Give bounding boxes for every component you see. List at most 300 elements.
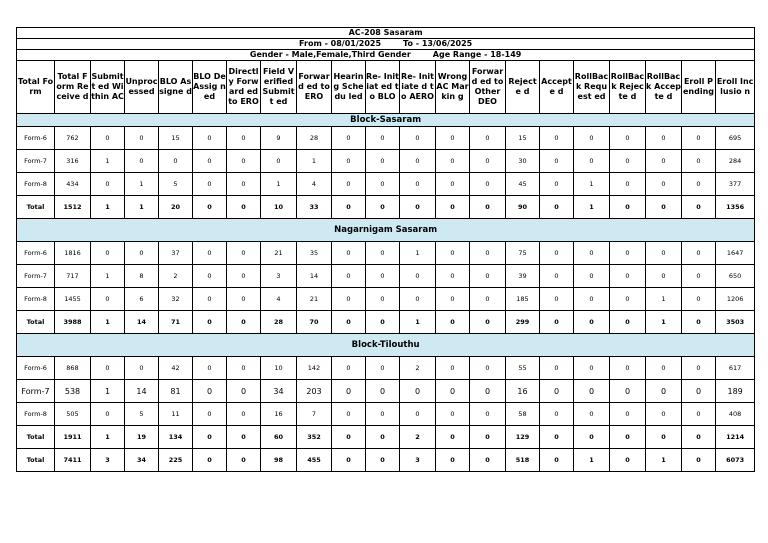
table-cell: 0 <box>646 196 682 219</box>
section-header-row <box>17 114 755 127</box>
table-cell: 1 <box>400 242 436 265</box>
table-cell: 717 <box>55 265 91 288</box>
column-header: Submitt ed Within AC <box>91 61 125 114</box>
table-cell: 0 <box>366 357 400 380</box>
table-cell: 0 <box>610 242 646 265</box>
table-cell: 0 <box>193 403 227 426</box>
table-cell: 1 <box>91 380 125 403</box>
table-cell: 0 <box>332 150 366 173</box>
table-cell: 58 <box>506 403 540 426</box>
table-cell: 377 <box>716 173 755 196</box>
table-cell: 0 <box>227 288 261 311</box>
table-cell: 0 <box>193 380 227 403</box>
table-cell: 14 <box>297 265 332 288</box>
table-cell: 0 <box>682 196 716 219</box>
table-cell: 11 <box>159 403 193 426</box>
table-cell: 55 <box>506 357 540 380</box>
total-row <box>17 311 755 334</box>
table-cell: 505 <box>55 403 91 426</box>
table-cell: 0 <box>400 403 436 426</box>
table-cell: 34 <box>125 449 159 472</box>
table-cell: 0 <box>574 242 610 265</box>
table-cell: 0 <box>470 196 506 219</box>
table-cell: 1356 <box>716 196 755 219</box>
table-cell: 1 <box>574 173 610 196</box>
table-cell: 0 <box>193 288 227 311</box>
filter-line <box>17 50 755 61</box>
table-row <box>17 242 755 265</box>
table-cell: 0 <box>610 288 646 311</box>
table-cell: 1 <box>574 449 610 472</box>
table-row <box>17 150 755 173</box>
table-cell: 0 <box>610 196 646 219</box>
table-cell: 98 <box>261 449 297 472</box>
table-cell: 0 <box>227 357 261 380</box>
table-cell: 0 <box>682 242 716 265</box>
table-cell: 1 <box>574 196 610 219</box>
table-cell: 0 <box>193 150 227 173</box>
table-cell: 0 <box>159 150 193 173</box>
table-cell: 0 <box>332 196 366 219</box>
table-cell: 81 <box>159 380 193 403</box>
table-cell: 0 <box>610 403 646 426</box>
table-cell: 4 <box>297 173 332 196</box>
table-cell: 0 <box>682 449 716 472</box>
table-cell: 0 <box>227 265 261 288</box>
table-cell: Total <box>17 449 55 472</box>
table-cell: 203 <box>297 380 332 403</box>
column-header: Unproc essed <box>125 61 159 114</box>
table-cell: 15 <box>506 127 540 150</box>
table-cell: 0 <box>574 127 610 150</box>
table-cell: 0 <box>436 196 470 219</box>
table-cell: 0 <box>125 242 159 265</box>
table-cell: 0 <box>540 357 574 380</box>
table-cell: 16 <box>506 380 540 403</box>
table-cell: 34 <box>261 380 297 403</box>
table-cell: 0 <box>682 380 716 403</box>
table-cell: 538 <box>55 380 91 403</box>
table-cell: 0 <box>400 288 436 311</box>
table-cell: 0 <box>574 357 610 380</box>
table-cell: 0 <box>682 173 716 196</box>
column-header: Re- Initiate d to AERO <box>400 61 436 114</box>
table-cell: 1 <box>91 311 125 334</box>
table-cell: 1206 <box>716 288 755 311</box>
table-row <box>17 380 755 403</box>
table-cell: 6073 <box>716 449 755 472</box>
table-cell: 0 <box>470 265 506 288</box>
table-cell: 0 <box>436 380 470 403</box>
table-cell: 45 <box>506 173 540 196</box>
table-cell: 185 <box>506 288 540 311</box>
table-cell: 9 <box>261 127 297 150</box>
table-cell: Form-8 <box>17 173 55 196</box>
table-cell: 0 <box>470 449 506 472</box>
table-cell: 0 <box>610 357 646 380</box>
column-header: Directly Forward ed to ERO <box>227 61 261 114</box>
table-cell: 0 <box>540 311 574 334</box>
table-cell: 0 <box>470 242 506 265</box>
table-cell: 0 <box>436 150 470 173</box>
table-cell: 19 <box>125 426 159 449</box>
table-cell: 39 <box>506 265 540 288</box>
table-cell: Total <box>17 426 55 449</box>
table-cell: 0 <box>646 173 682 196</box>
table-cell: 5 <box>159 173 193 196</box>
column-header: Total Form Receive d <box>55 61 91 114</box>
section-title: Nagarnigam Sasaram <box>17 219 755 242</box>
table-cell: 0 <box>436 426 470 449</box>
table-cell: 0 <box>125 357 159 380</box>
table-cell: 0 <box>436 311 470 334</box>
section-title: Block-Sasaram <box>17 114 755 127</box>
table-row <box>17 288 755 311</box>
table-cell: 0 <box>366 127 400 150</box>
table-cell: 0 <box>540 449 574 472</box>
table-cell: 0 <box>332 403 366 426</box>
column-header-row <box>17 61 755 114</box>
table-cell: 1 <box>91 265 125 288</box>
table-cell: 762 <box>55 127 91 150</box>
table-cell: 0 <box>366 242 400 265</box>
table-cell: 0 <box>610 127 646 150</box>
table-cell: 0 <box>193 196 227 219</box>
table-cell: 0 <box>682 403 716 426</box>
table-cell: 0 <box>574 403 610 426</box>
table-cell: 189 <box>716 380 755 403</box>
table-cell: 0 <box>574 288 610 311</box>
table-cell: 7411 <box>55 449 91 472</box>
table-cell: 0 <box>610 426 646 449</box>
table-cell: 0 <box>193 311 227 334</box>
table-cell: 316 <box>55 150 91 173</box>
table-cell: 4 <box>261 288 297 311</box>
table-cell: 0 <box>400 127 436 150</box>
table-cell: 0 <box>366 173 400 196</box>
total-row <box>17 426 755 449</box>
table-cell: 0 <box>366 426 400 449</box>
column-header: Eroll Pending <box>682 61 716 114</box>
report-body <box>17 114 755 472</box>
table-cell: Total <box>17 196 55 219</box>
total-row <box>17 449 755 472</box>
table-cell: 21 <box>297 288 332 311</box>
table-cell: 284 <box>716 150 755 173</box>
table-cell: 0 <box>610 150 646 173</box>
table-cell: 455 <box>297 449 332 472</box>
column-header: RollBac k Rejecte d <box>610 61 646 114</box>
table-cell: 0 <box>436 357 470 380</box>
table-cell: 70 <box>297 311 332 334</box>
table-cell: 0 <box>91 403 125 426</box>
table-cell: 225 <box>159 449 193 472</box>
table-cell: 0 <box>366 449 400 472</box>
table-cell: 1647 <box>716 242 755 265</box>
table-cell: 299 <box>506 311 540 334</box>
table-cell: 695 <box>716 127 755 150</box>
table-cell: 0 <box>470 426 506 449</box>
report-table <box>16 27 755 472</box>
table-cell: 1911 <box>55 426 91 449</box>
table-cell: 0 <box>366 380 400 403</box>
table-cell: 1 <box>91 150 125 173</box>
table-cell: 1 <box>125 196 159 219</box>
table-cell: 0 <box>227 426 261 449</box>
table-cell: 0 <box>540 196 574 219</box>
table-cell: 0 <box>574 311 610 334</box>
table-cell: 0 <box>193 357 227 380</box>
table-row <box>17 173 755 196</box>
table-cell: 0 <box>400 150 436 173</box>
table-cell: 3 <box>261 265 297 288</box>
table-cell: 0 <box>470 357 506 380</box>
table-cell: 2 <box>400 357 436 380</box>
table-cell: 2 <box>400 426 436 449</box>
section-header-row <box>17 334 755 357</box>
table-cell: 0 <box>91 242 125 265</box>
table-cell: 1 <box>91 196 125 219</box>
table-cell: 142 <box>297 357 332 380</box>
table-cell: 28 <box>297 127 332 150</box>
table-cell: 0 <box>193 127 227 150</box>
table-cell: 0 <box>193 242 227 265</box>
column-header: RollBac k Request ed <box>574 61 610 114</box>
table-cell: 5 <box>125 403 159 426</box>
table-cell: 20 <box>159 196 193 219</box>
table-cell: 0 <box>193 426 227 449</box>
table-cell: 1816 <box>55 242 91 265</box>
table-cell: 0 <box>470 380 506 403</box>
table-cell: 0 <box>227 311 261 334</box>
table-cell: 0 <box>646 357 682 380</box>
column-header: Re- Initiat ed to BLO <box>366 61 400 114</box>
table-cell: 0 <box>610 265 646 288</box>
table-cell: 0 <box>91 173 125 196</box>
table-cell: 1 <box>646 311 682 334</box>
table-cell: 0 <box>540 173 574 196</box>
table-cell: 28 <box>261 311 297 334</box>
table-cell: 1214 <box>716 426 755 449</box>
table-cell: 0 <box>682 288 716 311</box>
table-cell: 0 <box>470 150 506 173</box>
table-cell: 0 <box>332 311 366 334</box>
table-cell: 0 <box>646 242 682 265</box>
table-cell: 0 <box>125 150 159 173</box>
table-cell: 0 <box>470 311 506 334</box>
table-cell: 0 <box>436 127 470 150</box>
table-cell: 0 <box>610 311 646 334</box>
table-cell: 0 <box>400 380 436 403</box>
table-cell: 0 <box>540 242 574 265</box>
table-cell: 75 <box>506 242 540 265</box>
table-cell: 0 <box>227 127 261 150</box>
table-cell: 1 <box>91 426 125 449</box>
table-cell: 0 <box>540 150 574 173</box>
table-cell: 0 <box>574 265 610 288</box>
table-cell: 0 <box>682 265 716 288</box>
table-cell: 0 <box>646 403 682 426</box>
table-cell: 10 <box>261 357 297 380</box>
table-cell: 0 <box>366 150 400 173</box>
table-cell: 33 <box>297 196 332 219</box>
table-cell: 0 <box>436 288 470 311</box>
table-cell: 0 <box>332 357 366 380</box>
table-cell: 0 <box>91 127 125 150</box>
table-cell: 0 <box>646 380 682 403</box>
table-cell: 0 <box>227 380 261 403</box>
table-cell: 0 <box>332 426 366 449</box>
table-cell: 518 <box>506 449 540 472</box>
table-row <box>17 403 755 426</box>
table-cell: 0 <box>610 380 646 403</box>
table-cell: 0 <box>193 449 227 472</box>
table-cell: 0 <box>400 265 436 288</box>
from-date: From - 08/01/2025 <box>299 39 382 48</box>
table-cell: 0 <box>436 173 470 196</box>
table-cell: 0 <box>366 311 400 334</box>
table-cell: 1 <box>125 173 159 196</box>
table-cell: 352 <box>297 426 332 449</box>
table-cell: 1 <box>646 449 682 472</box>
table-cell: 2 <box>159 265 193 288</box>
table-cell: 30 <box>506 150 540 173</box>
date-range <box>17 39 755 50</box>
table-cell: 37 <box>159 242 193 265</box>
table-cell: 0 <box>574 380 610 403</box>
table-cell: Form-8 <box>17 403 55 426</box>
table-cell: 0 <box>227 196 261 219</box>
table-cell: 0 <box>540 380 574 403</box>
total-row <box>17 196 755 219</box>
table-cell: 10 <box>261 196 297 219</box>
column-header: Accepte d <box>540 61 574 114</box>
table-cell: 0 <box>227 403 261 426</box>
table-cell: 0 <box>366 265 400 288</box>
table-cell: 21 <box>261 242 297 265</box>
table-cell: 0 <box>540 127 574 150</box>
table-cell: 0 <box>261 150 297 173</box>
table-cell: Form-7 <box>17 265 55 288</box>
table-cell: Form-7 <box>17 380 55 403</box>
table-cell: Total <box>17 311 55 334</box>
table-cell: 3 <box>91 449 125 472</box>
table-cell: 3988 <box>55 311 91 334</box>
table-cell: 650 <box>716 265 755 288</box>
table-cell: 0 <box>436 403 470 426</box>
table-cell: 129 <box>506 426 540 449</box>
table-cell: 0 <box>91 357 125 380</box>
table-cell: 0 <box>610 449 646 472</box>
table-cell: 0 <box>682 357 716 380</box>
gender-filter: Gender - Male,Female,Third Gender <box>249 50 411 59</box>
table-cell: Form-8 <box>17 288 55 311</box>
table-cell: 0 <box>366 288 400 311</box>
table-cell: 6 <box>125 288 159 311</box>
table-cell: 0 <box>400 173 436 196</box>
table-cell: 0 <box>436 265 470 288</box>
table-cell: 32 <box>159 288 193 311</box>
table-cell: 3 <box>400 449 436 472</box>
column-header: BLO Assigne d <box>159 61 193 114</box>
table-cell: 0 <box>470 173 506 196</box>
column-header: Total Form <box>17 61 55 114</box>
table-cell: 0 <box>193 265 227 288</box>
table-cell: 0 <box>332 380 366 403</box>
table-cell: 0 <box>682 127 716 150</box>
table-cell: 0 <box>574 426 610 449</box>
table-cell: 0 <box>470 127 506 150</box>
table-cell: 408 <box>716 403 755 426</box>
table-cell: 0 <box>610 173 646 196</box>
table-cell: 42 <box>159 357 193 380</box>
table-cell: 0 <box>332 449 366 472</box>
table-cell: 0 <box>227 242 261 265</box>
table-cell: 0 <box>366 196 400 219</box>
column-header: Hearin g Schedu led <box>332 61 366 114</box>
table-cell: 90 <box>506 196 540 219</box>
column-header: Rejecte d <box>506 61 540 114</box>
table-cell: 3503 <box>716 311 755 334</box>
table-cell: 1455 <box>55 288 91 311</box>
report-title: AC-208 Sasaram <box>17 28 755 39</box>
table-cell: 60 <box>261 426 297 449</box>
table-cell: 0 <box>574 150 610 173</box>
table-cell: 0 <box>436 242 470 265</box>
column-header: Forward ed to Other DEO <box>470 61 506 114</box>
to-date: To - 13/06/2025 <box>403 39 473 48</box>
table-cell: 1 <box>646 288 682 311</box>
table-cell: 0 <box>400 196 436 219</box>
section-title: Block-Tilouthu <box>17 334 755 357</box>
table-cell: Form-7 <box>17 150 55 173</box>
table-cell: 0 <box>227 150 261 173</box>
table-cell: 1 <box>297 150 332 173</box>
table-cell: 14 <box>125 380 159 403</box>
table-cell: 0 <box>682 150 716 173</box>
table-cell: 868 <box>55 357 91 380</box>
table-cell: 0 <box>646 127 682 150</box>
column-header: Eroll Inclusio n <box>716 61 755 114</box>
table-cell: 0 <box>193 173 227 196</box>
table-cell: 0 <box>436 449 470 472</box>
column-header: RollBac k Accepte d <box>646 61 682 114</box>
table-cell: 0 <box>227 449 261 472</box>
column-header: BLO DeAssig ned <box>193 61 227 114</box>
table-cell: Form-6 <box>17 357 55 380</box>
section-header-row <box>17 219 755 242</box>
table-cell: 14 <box>125 311 159 334</box>
table-cell: 0 <box>646 265 682 288</box>
table-cell: 434 <box>55 173 91 196</box>
table-cell: 0 <box>332 288 366 311</box>
table-row <box>17 357 755 380</box>
table-cell: 16 <box>261 403 297 426</box>
age-filter: Age Range - 18-149 <box>432 50 522 59</box>
table-cell: 1512 <box>55 196 91 219</box>
table-cell: Form-6 <box>17 242 55 265</box>
table-cell: 0 <box>470 288 506 311</box>
table-cell: 0 <box>91 288 125 311</box>
table-cell: 0 <box>540 426 574 449</box>
report-container <box>16 27 754 472</box>
table-row <box>17 265 755 288</box>
table-cell: 134 <box>159 426 193 449</box>
table-cell: 0 <box>227 173 261 196</box>
table-cell: 0 <box>332 173 366 196</box>
table-cell: 0 <box>540 265 574 288</box>
table-cell: 0 <box>682 426 716 449</box>
